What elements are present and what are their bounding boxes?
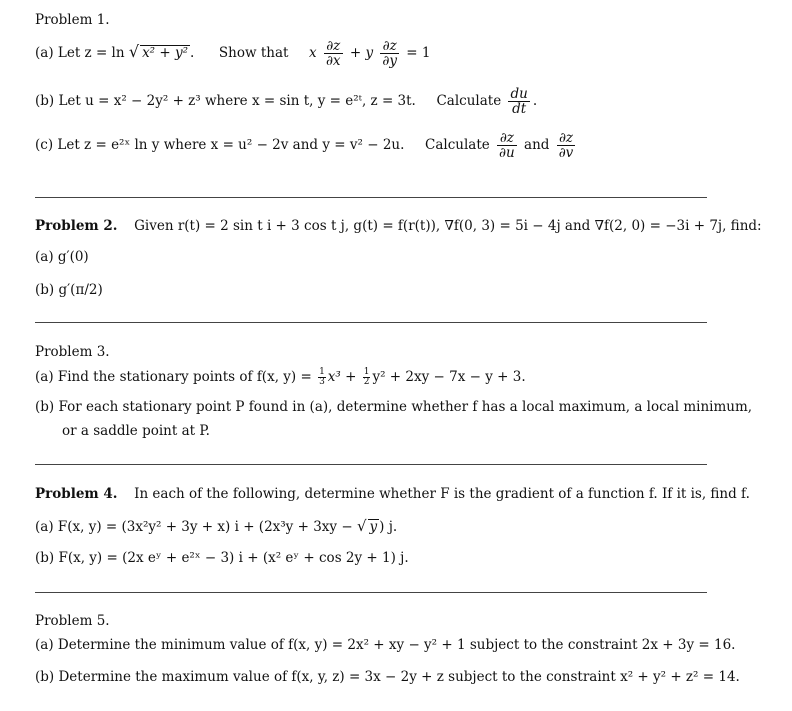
numerator: ∂z bbox=[497, 131, 517, 146]
problem-1b-text: (b) Let u = x² − 2y² + z³ where x = sin t, y = e²ᵗ, z = 3t. bbox=[35, 93, 416, 109]
problem-1c-text: (c) Let z = e²ˣ ln y where x = u² − 2v and y = v² − 2u. bbox=[35, 137, 405, 153]
problem-3a-x3: x³ + bbox=[327, 369, 361, 385]
denominator: ∂u bbox=[499, 145, 515, 161]
problem-1a-sqrt: x² + y² bbox=[142, 45, 189, 61]
problem-4a bbox=[35, 518, 397, 535]
numerator: ∂z bbox=[557, 131, 576, 146]
problem-3-title: Problem 3. bbox=[35, 344, 110, 360]
denominator: ∂y bbox=[382, 53, 397, 69]
problem-1a-eq: = 1 bbox=[406, 45, 431, 61]
divider-2 bbox=[35, 322, 707, 323]
fraction-one-third bbox=[318, 368, 326, 387]
problem-4a-end: ) j. bbox=[379, 519, 398, 535]
problem-1b-end: . bbox=[532, 93, 538, 109]
problem-3a-lead: (a) Find the stationary points of f(x, y) = bbox=[35, 369, 317, 385]
problem-3b-line1: (b) For each stationary point P found in (a), determine whether f has a local maximum, a local minimum, bbox=[35, 399, 753, 415]
sqrt-sign: √ bbox=[128, 42, 140, 61]
fraction-one-half bbox=[363, 368, 371, 387]
problem-2a: (a) g′(0) bbox=[35, 249, 89, 265]
problem-1b bbox=[35, 87, 537, 116]
problem-1c-and: and bbox=[524, 137, 550, 153]
problem-5b: (b) Determine the maximum value of f(x, y, z) = 3x − 2y + z subject to the constraint x² + y² + z² = 14. bbox=[35, 669, 740, 685]
fraction-dz-du bbox=[497, 131, 517, 160]
problem-1b-calc: Calculate bbox=[436, 93, 502, 109]
fraction-dz-dx bbox=[324, 39, 343, 68]
divider-1 bbox=[35, 197, 707, 198]
denominator: ∂v bbox=[558, 145, 574, 161]
problem-1c-calc: Calculate bbox=[425, 137, 490, 153]
problem-2 bbox=[35, 218, 762, 234]
divider-4 bbox=[35, 592, 707, 593]
sqrt-sign: √ bbox=[356, 517, 367, 535]
problem-1c bbox=[35, 131, 578, 160]
problem-5-title: Problem 5. bbox=[35, 613, 110, 629]
problem-4 bbox=[35, 486, 750, 502]
divider-3 bbox=[35, 464, 707, 465]
numerator: du bbox=[510, 86, 528, 102]
problem-3a-rest: y² + 2xy − 7x − y + 3. bbox=[372, 369, 526, 385]
numerator: 1 bbox=[319, 367, 325, 377]
problem-1a-lead: (a) Let z = ln bbox=[35, 45, 129, 61]
fraction-du-dt bbox=[508, 87, 529, 116]
numerator: ∂z bbox=[324, 39, 343, 54]
problem-4a-lead: (a) F(x, y) = (3x²y² + 3y + x) i + (2x³y + 3xy − bbox=[35, 519, 357, 535]
problem-4a-sqrt: y bbox=[369, 519, 378, 535]
problem-3a bbox=[35, 368, 526, 387]
problem-1-title: Problem 1. bbox=[35, 12, 110, 28]
problem-2-text: Given r(t) = 2 sin t i + 3 cos t j, g(t) = f(r(t)), ∇f(0, 3) = 5i − 4j and ∇f(2, 0) = −3i + 7j, find: bbox=[134, 218, 762, 234]
denominator: ∂x bbox=[325, 53, 341, 69]
problem-4b: (b) F(x, y) = (2x eʸ + e²ˣ − 3) i + (x² eʸ + cos 2y + 1) j. bbox=[35, 550, 409, 566]
problem-3b-line2: or a saddle point at P. bbox=[62, 423, 210, 439]
problem-2b: (b) g′(π/2) bbox=[35, 282, 103, 298]
numerator: ∂z bbox=[380, 39, 399, 54]
problem-1a-plus-y: + y bbox=[349, 45, 374, 61]
denominator: 2 bbox=[363, 377, 370, 387]
fraction-dz-dy bbox=[380, 39, 399, 68]
denominator: dt bbox=[512, 101, 527, 117]
problem-1a-end: . bbox=[190, 45, 195, 61]
problem-1a-x: x bbox=[309, 45, 317, 61]
denominator: 3 bbox=[319, 377, 325, 387]
problem-4-text: In each of the following, determine whether F is the gradient of a function f. If it is, find f. bbox=[134, 486, 750, 502]
fraction-dz-dv bbox=[557, 131, 576, 160]
numerator: 1 bbox=[363, 367, 370, 377]
problem-1a bbox=[35, 39, 431, 68]
problem-2-title: Problem 2. bbox=[35, 218, 118, 234]
problem-1a-show: Show that bbox=[218, 45, 289, 61]
problem-5a: (a) Determine the minimum value of f(x, y) = 2x² + xy − y² + 1 subject to the constraint 2x + 3y = 16. bbox=[35, 637, 736, 653]
problem-4-title: Problem 4. bbox=[35, 486, 118, 502]
